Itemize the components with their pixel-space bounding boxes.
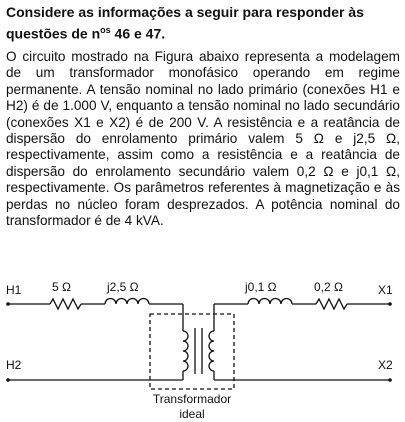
- terminal-x1-dot: [388, 302, 392, 306]
- label-r2: 0,2 Ω: [314, 280, 343, 294]
- ideal-transformer-box: [150, 314, 234, 389]
- terminal-h2-dot: [6, 378, 10, 382]
- label-x1: X1: [378, 283, 393, 297]
- terminal-h1-dot: [6, 302, 10, 306]
- label-x2: X2: [378, 358, 393, 372]
- label-h2: H2: [6, 358, 22, 372]
- secondary-winding: [209, 331, 214, 371]
- inductor-j0-1: [248, 299, 292, 305]
- primary-winding: [183, 331, 188, 371]
- terminal-x2-dot: [388, 378, 392, 382]
- transformer-circuit-diagram: [0, 272, 405, 422]
- heading-text-end: 46 e 47.: [110, 25, 166, 42]
- label-h1: H1: [6, 283, 22, 297]
- caption-transformador: Transformador: [152, 392, 232, 406]
- label-j0-1: j0,1 Ω: [245, 280, 277, 294]
- question-heading: [6, 3, 401, 43]
- problem-statement: O circuito mostrado na Figura abaixo representa a modelagem de um transformador monofásico operando em regime permanente. A tensão nominal no lado primário (conexões H1 e H2) é de 1.000 V, enquanto a tensão nominal no lado secundário (conexões X1 e X2) é de 200 V. A resistência e a reatância de dispersão do enrolamento primário valem 5 Ω e j2,5 Ω, respectivamente, assim como a resistência e a reatância de dispersão do enrolamento secundário valem 0,2 Ω e j0,1 Ω, respectivamente. Os parâmetros referentes à magnetização e às perdas no núcleo foram desprezados. A potência nominal do transformador é de 4 kVA.: [6, 49, 400, 229]
- inductor-j2-5: [105, 299, 149, 305]
- label-j2-5: j2,5 Ω: [107, 280, 139, 294]
- heading-superscript: os: [100, 25, 111, 35]
- resistor-r2: [316, 299, 347, 309]
- caption-ideal: ideal: [179, 407, 205, 421]
- heading-text: Considere as informações a seguir para responder às questões de n: [6, 4, 364, 42]
- resistor-r1: [50, 299, 81, 309]
- label-r1: 5 Ω: [52, 280, 71, 294]
